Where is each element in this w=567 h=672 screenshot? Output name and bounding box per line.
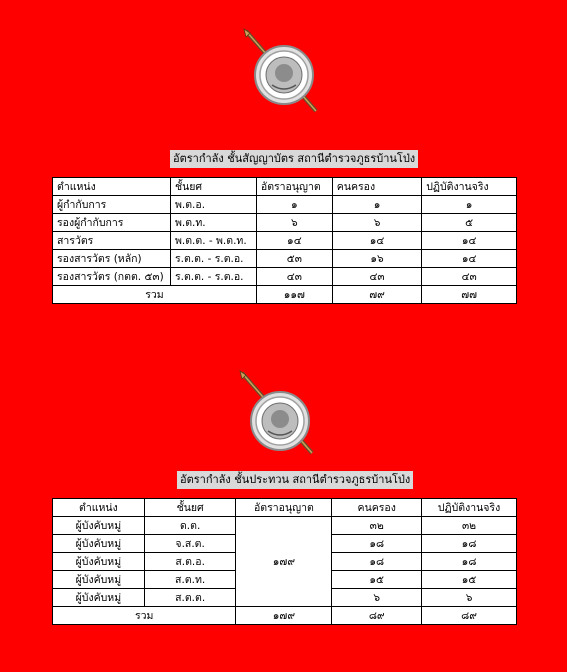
position-cell: ผู้บังคับหมู่ <box>53 535 145 553</box>
actual-cell: ๑๘ <box>422 535 517 553</box>
actual-cell: ๑๔ <box>422 232 517 250</box>
rank-cell: พ.ต.ท. <box>170 214 256 232</box>
holding-cell: ๓๒ <box>332 517 422 535</box>
holding-cell: ๑๔ <box>332 232 421 250</box>
commissioned-officers-table <box>52 177 517 304</box>
actual-cell: ๑๕ <box>422 571 517 589</box>
header-actual: ปฏิบัติงานจริง <box>422 499 517 517</box>
table-row <box>53 268 517 286</box>
header-allowed: อัตราอนุญาต <box>236 499 332 517</box>
header-rank: ชั้นยศ <box>144 499 236 517</box>
position-cell: รองสารวัตร (กตต. ๕๓) <box>53 268 171 286</box>
position-cell: สารวัตร <box>53 232 171 250</box>
total-label: รวม <box>53 286 257 304</box>
actual-cell: ๑ <box>422 196 517 214</box>
header-allowed: อัตราอนุญาต <box>256 178 332 196</box>
rank-cell: ส.ต.ท. <box>144 571 236 589</box>
table-row <box>53 250 517 268</box>
actual-cell: ๑๘ <box>422 553 517 571</box>
total-holding: ๘๙ <box>332 607 422 625</box>
total-actual: ๘๙ <box>422 607 517 625</box>
allowed-cell: ๖ <box>256 214 332 232</box>
rank-cell: ส.ต.อ. <box>144 553 236 571</box>
table-total-row <box>53 286 517 304</box>
total-allowed: ๑๑๗ <box>256 286 332 304</box>
total-label: รวม <box>53 607 236 625</box>
table-row <box>53 214 517 232</box>
rank-cell: ร.ต.ต. - ร.ต.อ. <box>170 250 256 268</box>
actual-cell: ๓๒ <box>422 517 517 535</box>
header-rank: ชั้นยศ <box>170 178 256 196</box>
police-emblem-icon <box>236 369 316 459</box>
allowed-merged-cell: ๑๗๙ <box>236 517 332 607</box>
position-cell: ผู้บังคับหมู่ <box>53 589 145 607</box>
holding-cell: ๖ <box>332 214 421 232</box>
position-cell: ผู้กำกับการ <box>53 196 171 214</box>
total-allowed: ๑๗๙ <box>236 607 332 625</box>
police-emblem-icon <box>240 27 320 117</box>
holding-cell: ๖ <box>332 589 422 607</box>
rank-cell: จ.ส.ต. <box>144 535 236 553</box>
holding-cell: ๑๖ <box>332 250 421 268</box>
total-holding: ๗๙ <box>332 286 421 304</box>
rank-cell: พ.ต.อ. <box>170 196 256 214</box>
holding-cell: ๑ <box>332 196 421 214</box>
position-cell: รองสารวัตร (หลัก) <box>53 250 171 268</box>
allowed-cell: ๑๔ <box>256 232 332 250</box>
table-header-row <box>53 499 517 517</box>
position-cell: ผู้บังคับหมู่ <box>53 553 145 571</box>
position-cell: รองผู้กำกับการ <box>53 214 171 232</box>
actual-cell: ๑๔ <box>422 250 517 268</box>
header-actual: ปฏิบัติงานจริง <box>422 178 517 196</box>
holding-cell: ๔๓ <box>332 268 421 286</box>
header-position: ตำแหน่ง <box>53 499 145 517</box>
holding-cell: ๑๕ <box>332 571 422 589</box>
table2-title: อัตรากำลัง ชั้นประทวน สถานีตำรวจภูธรบ้านโป่ง <box>177 471 413 489</box>
table-row <box>53 232 517 250</box>
holding-cell: ๑๘ <box>332 535 422 553</box>
allowed-cell: ๔๓ <box>256 268 332 286</box>
non-commissioned-officers-table <box>52 498 517 625</box>
total-actual: ๗๗ <box>422 286 517 304</box>
rank-cell: ส.ต.ต. <box>144 589 236 607</box>
actual-cell: ๕ <box>422 214 517 232</box>
rank-cell: ด.ต. <box>144 517 236 535</box>
table-row <box>53 517 517 535</box>
position-cell: ผู้บังคับหมู่ <box>53 517 145 535</box>
actual-cell: ๖ <box>422 589 517 607</box>
allowed-cell: ๕๓ <box>256 250 332 268</box>
holding-cell: ๑๘ <box>332 553 422 571</box>
table-total-row <box>53 607 517 625</box>
rank-cell: พ.ต.ต. - พ.ต.ท. <box>170 232 256 250</box>
rank-cell: ร.ต.ต. - ร.ต.อ. <box>170 268 256 286</box>
header-position: ตำแหน่ง <box>53 178 171 196</box>
header-holding: คนครอง <box>332 499 422 517</box>
actual-cell: ๔๓ <box>422 268 517 286</box>
header-holding: คนครอง <box>332 178 421 196</box>
table-header-row <box>53 178 517 196</box>
position-cell: ผู้บังคับหมู่ <box>53 571 145 589</box>
table-row <box>53 196 517 214</box>
table1-title: อัตรากำลัง ชั้นสัญญาบัตร สถานีตำรวจภูธรบ้านโป่ง <box>170 150 418 168</box>
allowed-cell: ๑ <box>256 196 332 214</box>
